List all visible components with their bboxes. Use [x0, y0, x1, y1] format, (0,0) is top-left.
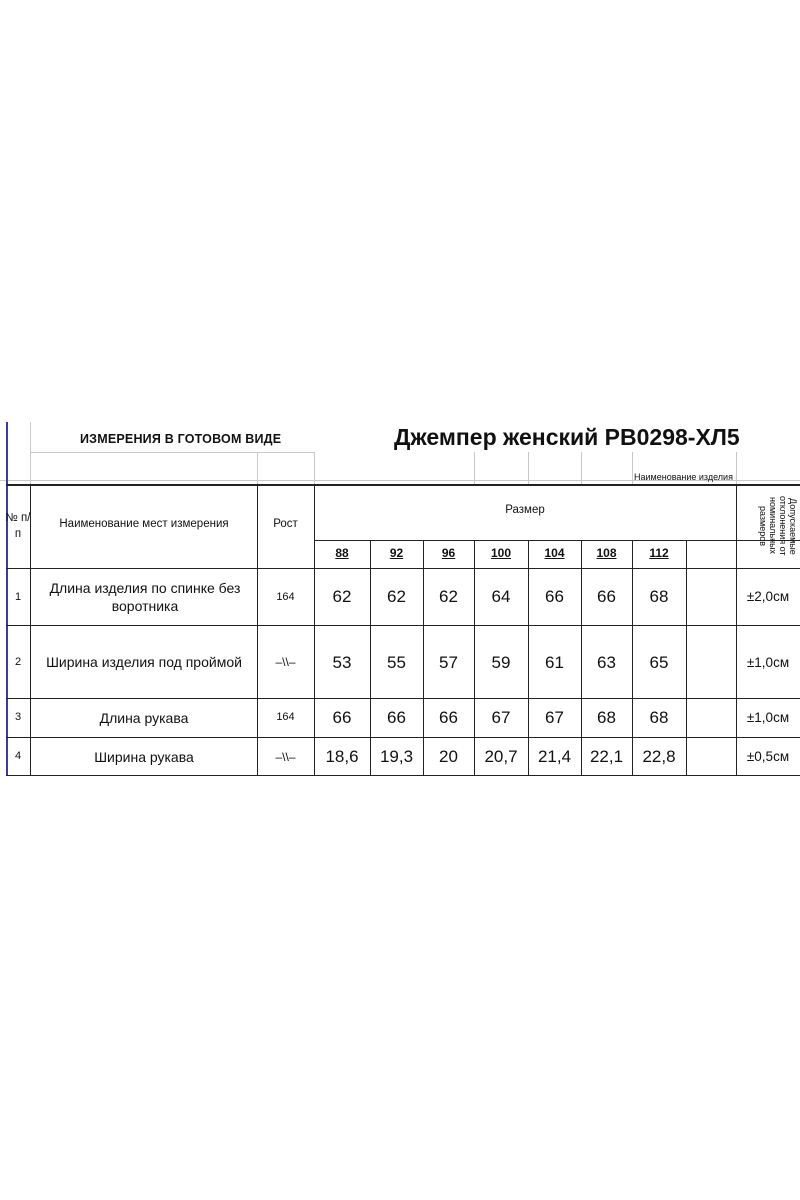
grid-line: [30, 452, 314, 453]
row-value: 20,7: [484, 747, 518, 766]
row-tolerance: ±2,0см: [746, 589, 790, 604]
product-name-caption: Наименование изделия: [634, 472, 733, 482]
header-height: Рост: [273, 518, 298, 530]
row-value: 63: [597, 653, 616, 672]
row-number: 1: [14, 591, 22, 603]
row-height: –\\–: [275, 655, 296, 669]
row-border: [6, 737, 800, 738]
row-value: 61: [545, 653, 564, 672]
size-header: 88: [335, 546, 349, 560]
size-header: 108: [596, 546, 617, 560]
row-border: [6, 698, 800, 699]
row-value: 66: [545, 587, 564, 606]
row-name: Ширина рукава: [94, 749, 194, 765]
measurement-sheet: [0, 422, 800, 776]
row-value: 22,1: [589, 747, 624, 766]
header-number: № п/п: [5, 512, 31, 540]
measurements-label: ИЗМЕРЕНИЯ В ГОТОВОМ ВИДЕ: [80, 432, 282, 446]
row-value: 55: [387, 653, 406, 672]
row-tolerance: ±0,5см: [746, 749, 790, 764]
header-place: Наименование мест измерения: [59, 518, 229, 530]
row-tolerance: ±1,0см: [746, 655, 790, 670]
row-value: 57: [439, 653, 458, 672]
header-size: Размер: [505, 504, 545, 516]
row-name: Ширина изделия под проймой: [46, 654, 242, 670]
row-border: [6, 775, 800, 776]
row-border: [6, 568, 800, 569]
row-number: 3: [14, 711, 22, 723]
row-value: 19,3: [379, 747, 414, 766]
row-value: 22,8: [642, 747, 676, 766]
row-value: 64: [491, 587, 511, 606]
row-value: 68: [597, 708, 616, 727]
row-value: 66: [439, 708, 458, 727]
row-value: 20: [439, 747, 458, 766]
row-value: 67: [491, 708, 511, 727]
size-header: 112: [649, 546, 669, 560]
row-value: 53: [332, 653, 352, 672]
grid-line: [257, 452, 258, 484]
row-name: Длина изделия по спинке без воротника: [49, 580, 241, 614]
row-name: Длина рукава: [99, 710, 189, 726]
col-border: [736, 484, 737, 776]
row-value: 65: [649, 653, 669, 672]
grid-line: [30, 422, 31, 484]
row-value: 59: [491, 653, 511, 672]
row-value: 66: [387, 708, 406, 727]
row-value: 62: [332, 587, 352, 606]
row-border: [6, 625, 800, 626]
row-value: 62: [439, 587, 458, 606]
size-header: 92: [389, 546, 404, 560]
header-deviation: Допускаемые отклонения от номинальных размеров: [758, 496, 798, 556]
row-value: 67: [545, 708, 564, 727]
size-header: 96: [441, 546, 456, 560]
size-header: 104: [544, 546, 565, 560]
grid-line: [474, 452, 475, 484]
table-top-border: [6, 484, 800, 486]
row-value: 18,6: [325, 747, 359, 766]
product-title: Джемпер женский РВ0298-ХЛ5: [394, 424, 740, 450]
col-border: [314, 484, 315, 776]
row-value: 66: [332, 708, 352, 727]
grid-line: [528, 452, 529, 484]
row-height: 164: [276, 591, 295, 603]
row-value: 62: [387, 587, 406, 606]
grid-line: [581, 452, 582, 484]
size-header: 100: [490, 546, 512, 560]
row-value: 21,4: [537, 747, 572, 766]
row-height: 164: [276, 711, 295, 723]
grid-line: [632, 452, 633, 484]
row-tolerance: ±1,0см: [746, 710, 790, 725]
row-height: –\\–: [275, 750, 296, 764]
row-number: 4: [14, 750, 22, 762]
grid-line: [314, 452, 315, 484]
row-value: 66: [597, 587, 616, 606]
row-value: 68: [649, 587, 669, 606]
row-value: 68: [649, 708, 669, 727]
grid-line: [736, 452, 737, 484]
col-border: [686, 540, 687, 776]
size-row-border: [314, 540, 736, 541]
row-number: 2: [14, 656, 22, 668]
